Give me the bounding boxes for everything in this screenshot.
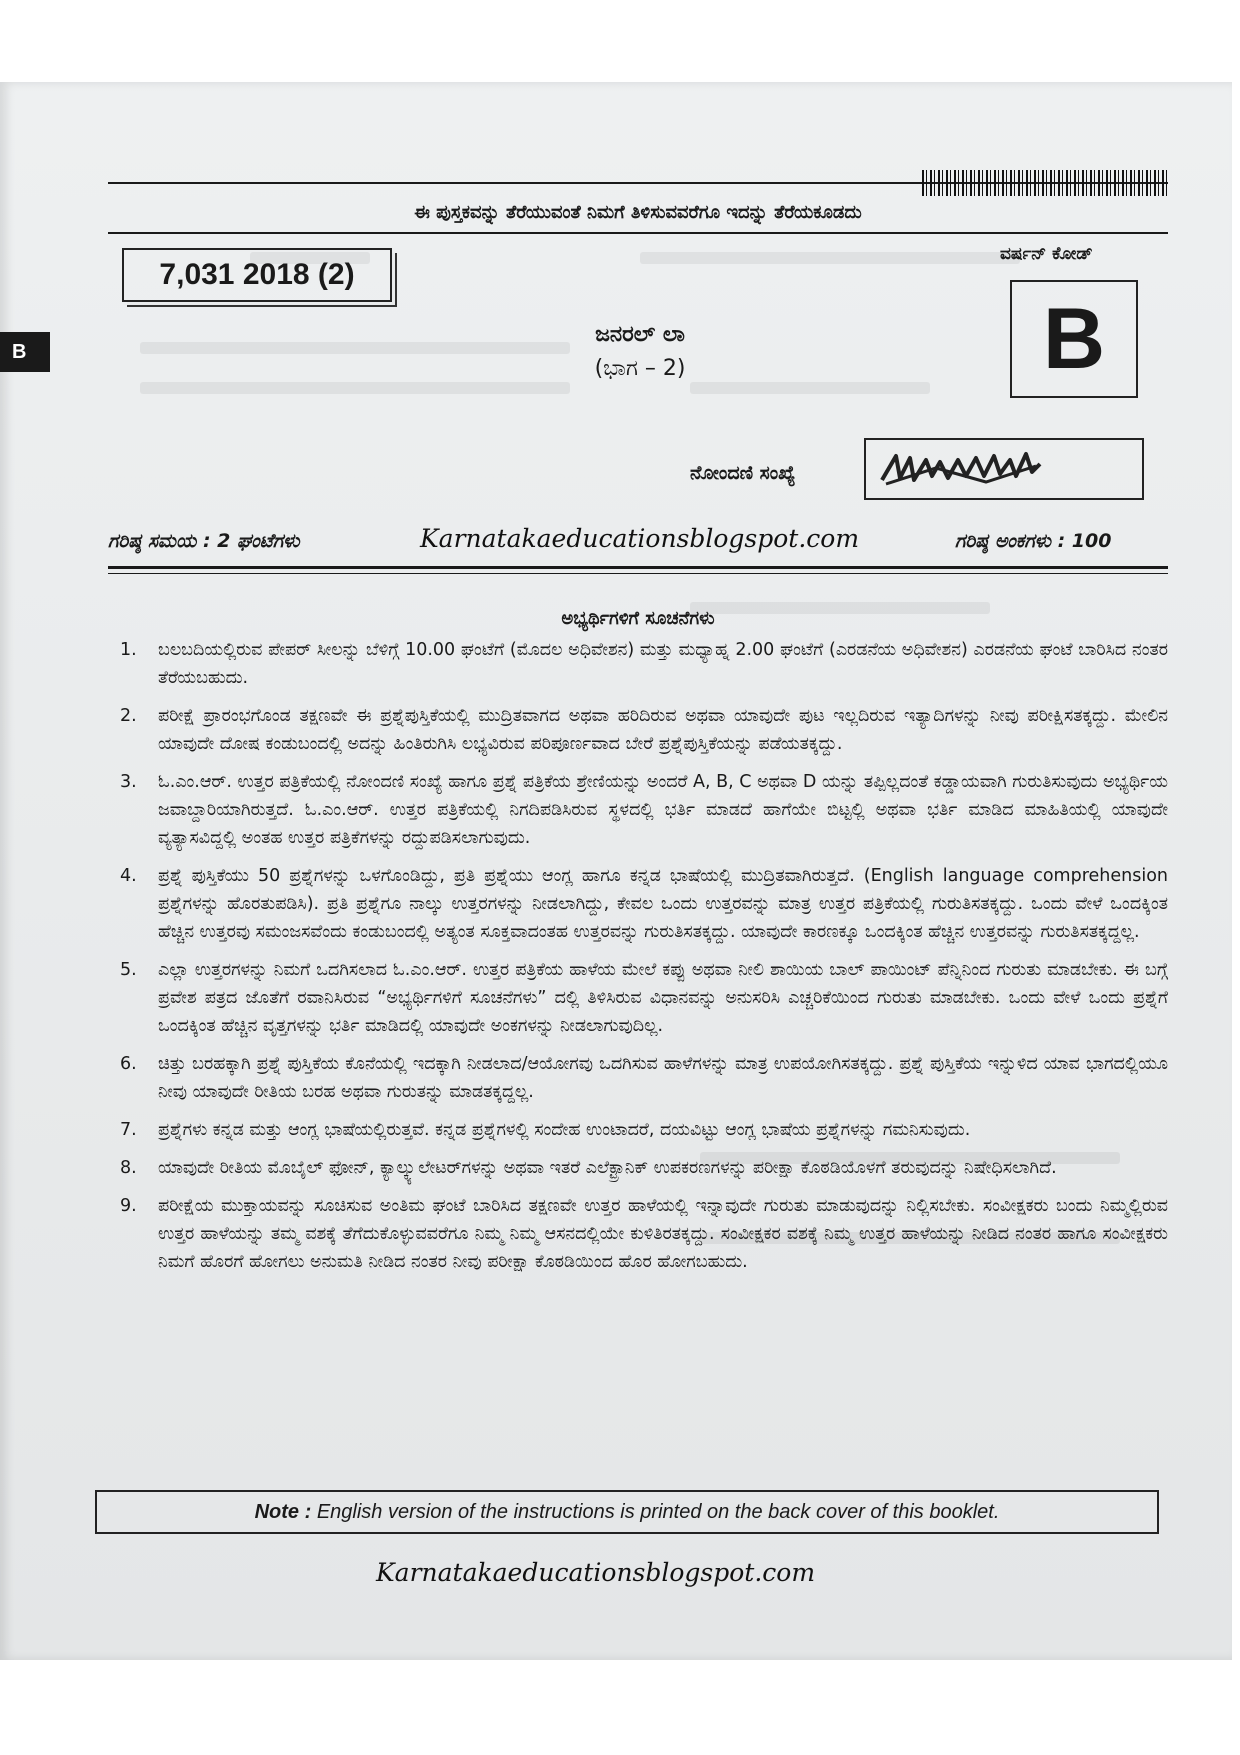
version-code: B [1010, 280, 1138, 398]
instruction-item: 3. ಓ.ಎಂ.ಆರ್. ಉತ್ತರ ಪತ್ರಿಕೆಯಲ್ಲಿ ನೋಂದಣಿ ಸಂಖ್ಯೆ ಹಾಗೂ ಪ್ರಶ್ನೆ ಪತ್ರಿಕೆಯ ಶ್ರೇಣಿಯನ್ನು ಅಂದರೆ A, B, C ಅಥವಾ D ಯನ್ನು ತಪ್ಪಿಲ್ಲದಂತೆ ಕಡ್ಡಾಯವಾಗಿ ಗುರುತಿಸುವುದು ಅಭ್ಯರ್ಥಿಯ ಜವಾಬ್ದಾರಿಯಾಗಿರುತ್ತದೆ. ಓ.ಎಂ.ಆರ್. ಉತ್ತರ ಪತ್ರಿಕೆಯಲ್ಲಿ ನಿಗದಿಪಡಿಸಿರುವ ಸ್ಥಳದಲ್ಲಿ ಭರ್ತಿ ಮಾಡದೆ ಹಾಗೆಯೇ ಬಿಟ್ಟಲ್ಲಿ ಅಥವಾ ಭರ್ತಿ ಮಾಡಿದ ಮಾಹಿತಿಯಲ್ಲಿ ಯಾವುದೇ ವ್ಯತ್ಯಾಸವಿದ್ದಲ್ಲಿ ಅಂತಹ ಉತ್ತರ ಪತ್ರಿಕೆಗಳನ್ನು ರದ್ದುಪಡಿಸಲಾಗುವುದು. [120, 772, 1168, 848]
top-notice: ಈ ಪುಸ್ತಕವನ್ನು ತೆರೆಯುವಂತೆ ನಿಮಗೆ ತಿಳಿಸುವವರೆಗೂ ಇದನ್ನು ತೆರೆಯಕೂಡದು [414, 202, 862, 223]
instruction-item: 7. ಪ್ರಶ್ನೆಗಳು ಕನ್ನಡ ಮತ್ತು ಆಂಗ್ಲ ಭಾಷೆಯಲ್ಲಿರುತ್ತವೆ. ಕನ್ನಡ ಪ್ರಶ್ನೆಗಳಲ್ಲಿ ಸಂದೇಹ ಉಂಟಾದರೆ, ದಯವಿಟ್ಟು ಆಂಗ್ಲ ಭಾಷೆಯ ಪ್ರಶ್ನೆಗಳನ್ನು ಗಮನಿಸುವುದು. [120, 1120, 971, 1140]
instruction-item: 1. ಬಲಬದಿಯಲ್ಲಿರುವ ಪೇಪರ್ ಸೀಲನ್ನು ಬೆಳಿಗ್ಗೆ 10.00 ಘಂಟೆಗೆ (ಮೊದಲ ಅಧಿವೇಶನ) ಮತ್ತು ಮಧ್ಯಾಹ್ನ 2.00 ಘಂಟೆಗೆ (ಎರಡನೆಯ ಅಧಿವೇಶನ) ಎರಡನೆಯ ಘಂಟೆ ಬಾರಿಸಿದ ನಂತರ ತೆರೆಯಬಹುದು. [120, 640, 1168, 688]
barcode-icon [922, 170, 1168, 196]
registration-number-box [864, 438, 1144, 500]
instruction-item: 9. ಪರೀಕ್ಷೆಯ ಮುಕ್ತಾಯವನ್ನು ಸೂಚಿಸುವ ಅಂತಿಮ ಘಂಟೆ ಬಾರಿಸಿದ ತಕ್ಷಣವೇ ಉತ್ತರ ಹಾಳೆಯಲ್ಲಿ ಇನ್ನಾವುದೇ ಗುರುತು ಮಾಡುವುದನ್ನು ನಿಲ್ಲಿಸಬೇಕು. ಸಂವೀಕ್ಷಕರು ಬಂದು ನಿಮ್ಮಲ್ಲಿರುವ ಉತ್ತರ ಹಾಳೆಯನ್ನು ತಮ್ಮ ವಶಕ್ಕೆ ತೆಗೆದುಕೊಳ್ಳುವವರೆಗೂ ನಿಮ್ಮ ನಿಮ್ಮ ಆಸನದಲ್ಲಿಯೇ ಕುಳಿತಿರತಕ್ಕದ್ದು. ಸಂವೀಕ್ಷಕರ ವಶಕ್ಕೆ ನಿಮ್ಮ ಉತ್ತರ ಹಾಳೆಯನ್ನು ನೀಡಿದ ನಂತರ ಹಾಗೂ ಸಂವೀಕ್ಷಕರು ನಿಮಗೆ ಹೊರಗೆ ಹೋಗಲು ಅನುಮತಿ ನೀಡಿದ ನಂತರ ನೀವು ಪರೀಕ್ಷಾ ಕೊಠಡಿಯಿಂದ ಹೊರ ಹೋಗಬಹುದು. [120, 1196, 1168, 1272]
instruction-item: 8. ಯಾವುದೇ ರೀತಿಯ ಮೊಬೈಲ್ ಫೋನ್, ಕ್ಯಾಲ್ಕ್ಯುಲೇಟರ್‌ಗಳನ್ನು ಅಥವಾ ಇತರೆ ಎಲೆಕ್ಟ್ರಾನಿಕ್ ಉಪಕರಣಗಳನ್ನು ಪರೀಕ್ಷಾ ಕೊಠಡಿಯೊಳಗೆ ತರುವುದನ್ನು ನಿಷೇಧಿಸಲಾಗಿದೆ. [120, 1158, 1057, 1178]
instructions-list [112, 636, 1168, 1286]
show-through-text [140, 382, 570, 394]
divider-rule [108, 566, 1168, 569]
registration-label: ನೋಂದಣಿ ಸಂಖ್ಯೆ [690, 462, 796, 484]
watermark-footer: Karnatakaeducationsblogspot.com [376, 1558, 816, 1587]
instruction-item: 4. ಪ್ರಶ್ನೆ ಪುಸ್ತಿಕೆಯು 50 ಪ್ರಶ್ನೆಗಳನ್ನು ಒಳಗೊಂಡಿದ್ದು, ಪ್ರತಿ ಪ್ರಶ್ನೆಯು ಆಂಗ್ಲ ಹಾಗೂ ಕನ್ನಡ ಭಾಷೆಯಲ್ಲಿ ಮುದ್ರಿತವಾಗಿರುತ್ತದೆ. (English language comprehension ಪ್ರಶ್ನೆಗಳನ್ನು ಹೊರತುಪಡಿಸಿ). ಪ್ರತಿ ಪ್ರಶ್ನೆಗೂ ನಾಲ್ಕು ಉತ್ತರಗಳನ್ನು ನೀಡಲಾಗಿದ್ದು, ಕೇವಲ ಒಂದು ಉತ್ತರವನ್ನು ಮಾತ್ರ ಉತ್ತರ ಪತ್ರಿಕೆಯಲ್ಲಿ ಗುರುತಿಸತಕ್ಕದ್ದು. ಒಂದು ವೇಳೆ ಒಂದಕ್ಕಿಂತ ಹೆಚ್ಚಿನ ಉತ್ತರವು ಸಮಂಜಸವೆಂದು ಕಂಡುಬಂದಲ್ಲಿ ಅತ್ಯಂತ ಸೂಕ್ತವಾದಂತಹ ಉತ್ತರವನ್ನು ಗುರುತಿಸತಕ್ಕದ್ದು. ಯಾವುದೇ ಕಾರಣಕ್ಕೂ ಒಂದಕ್ಕಿಂತ ಹೆಚ್ಚಿನ ಉತ್ತರವನ್ನು ಗುರುತಿಸತಕ್ಕದ್ದಲ್ಲ. [120, 866, 1168, 942]
note-label: Note : [254, 1501, 312, 1523]
note-box [95, 1490, 1159, 1534]
show-through-text [690, 382, 930, 394]
watermark: Karnatakaeducationsblogspot.com [420, 524, 860, 553]
instruction-item: 2. ಪರೀಕ್ಷೆ ಪ್ರಾರಂಭಗೊಂಡ ತಕ್ಷಣವೇ ಈ ಪ್ರಶ್ನೆಪುಸ್ತಿಕೆಯಲ್ಲಿ ಮುದ್ರಿತವಾಗದ ಅಥವಾ ಹರಿದಿರುವ ಅಥವಾ ಯಾವುದೇ ಪುಟ ಇಲ್ಲದಿರುವ ಇತ್ಯಾದಿಗಳನ್ನು ನೀವು ಪರೀಕ್ಷಿಸತಕ್ಕದ್ದು. ಮೇಲಿನ ಯಾವುದೇ ದೋಷ ಕಂಡುಬಂದಲ್ಲಿ ಅದನ್ನು ಹಿಂತಿರುಗಿಸಿ ಲಭ್ಯವಿರುವ ಪರಿಪೂರ್ಣವಾದ ಬೇರೆ ಪ್ರಶ್ನೆಪುಸ್ತಿಕೆಯನ್ನು ಪಡೆಯತಕ್ಕದ್ದು. [120, 706, 1168, 754]
instructions-heading: ಅಭ್ಯರ್ಥಿಗಳಿಗೆ ಸೂಚನೆಗಳು [561, 608, 715, 629]
show-through-text [640, 252, 1020, 264]
subject-part: (ಭಾಗ – 2) [594, 356, 686, 381]
paper-code: 7,031 2018 (2) [122, 248, 392, 302]
show-through-text [140, 342, 570, 354]
note-text: English version of the instructions is printed on the back cover of this booklet. [316, 1501, 1000, 1523]
side-version-tab: B [0, 332, 50, 372]
instruction-item: 5. ಎಲ್ಲಾ ಉತ್ತರಗಳನ್ನು ನಿಮಗೆ ಒದಗಿಸಲಾದ ಓ.ಎಂ.ಆರ್. ಉತ್ತರ ಪತ್ರಿಕೆಯ ಹಾಳೆಯ ಮೇಲೆ ಕಪ್ಪು ಅಥವಾ ನೀಲಿ ಶಾಯಿಯ ಬಾಲ್ ಪಾಯಿಂಟ್ ಪೆನ್ನಿನಿಂದ ಗುರುತು ಮಾಡಬೇಕು. ಈ ಬಗ್ಗೆ ಪ್ರವೇಶ ಪತ್ರದ ಜೊತೆಗೆ ರವಾನಿಸಿರುವ “ಅಭ್ಯರ್ಥಿಗಳಿಗೆ ಸೂಚನೆಗಳು” ದಲ್ಲಿ ತಿಳಿಸಿರುವ ವಿಧಾನವನ್ನು ಅನುಸರಿಸಿ ಎಚ್ಚರಿಕೆಯಿಂದ ಗುರುತು ಮಾಡಬೇಕು. ಒಂದು ವೇಳೆ ಒಂದು ಪ್ರಶ್ನೆಗೆ ಒಂದಕ್ಕಿಂತ ಹೆಚ್ಚಿನ ವೃತ್ತಗಳನ್ನು ಭರ್ತಿ ಮಾಡಿದಲ್ಲಿ ಯಾವುದೇ ಅಂಕಗಳನ್ನು ನೀಡಲಾಗುವುದಿಲ್ಲ. [120, 960, 1168, 1036]
max-marks: ಗರಿಷ್ಠ ಅಂಕಗಳು : 100 [955, 530, 1112, 552]
subject-title: ಜನರಲ್ ಲಾ [595, 322, 685, 347]
header-rule [108, 232, 1168, 234]
handwritten-scribble [876, 446, 1046, 490]
divider-rule-thin [108, 573, 1168, 574]
instruction-item: 6. ಚಿತ್ತು ಬರಹಕ್ಕಾಗಿ ಪ್ರಶ್ನೆ ಪುಸ್ತಿಕೆಯ ಕೊನೆಯಲ್ಲಿ ಇದಕ್ಕಾಗಿ ನೀಡಲಾದ/ಆಯೋಗವು ಒದಗಿಸುವ ಹಾಳೆಗಳನ್ನು ಮಾತ್ರ ಉಪಯೋಗಿಸತಕ್ಕದ್ದು. ಪ್ರಶ್ನೆ ಪುಸ್ತಿಕೆಯ ಇನ್ನುಳಿದ ಯಾವ ಭಾಗದಲ್ಲಿಯೂ ನೀವು ಯಾವುದೇ ರೀತಿಯ ಬರಹ ಅಥವಾ ಗುರುತನ್ನು ಮಾಡತಕ್ಕದ್ದಲ್ಲ. [120, 1054, 1168, 1102]
version-code-label: ವರ್ಷನ್ ಕೋಡ್ [1000, 244, 1093, 264]
max-time: ಗರಿಷ್ಠ ಸಮಯ : 2 ಘಂಟೆಗಳು [108, 530, 300, 552]
